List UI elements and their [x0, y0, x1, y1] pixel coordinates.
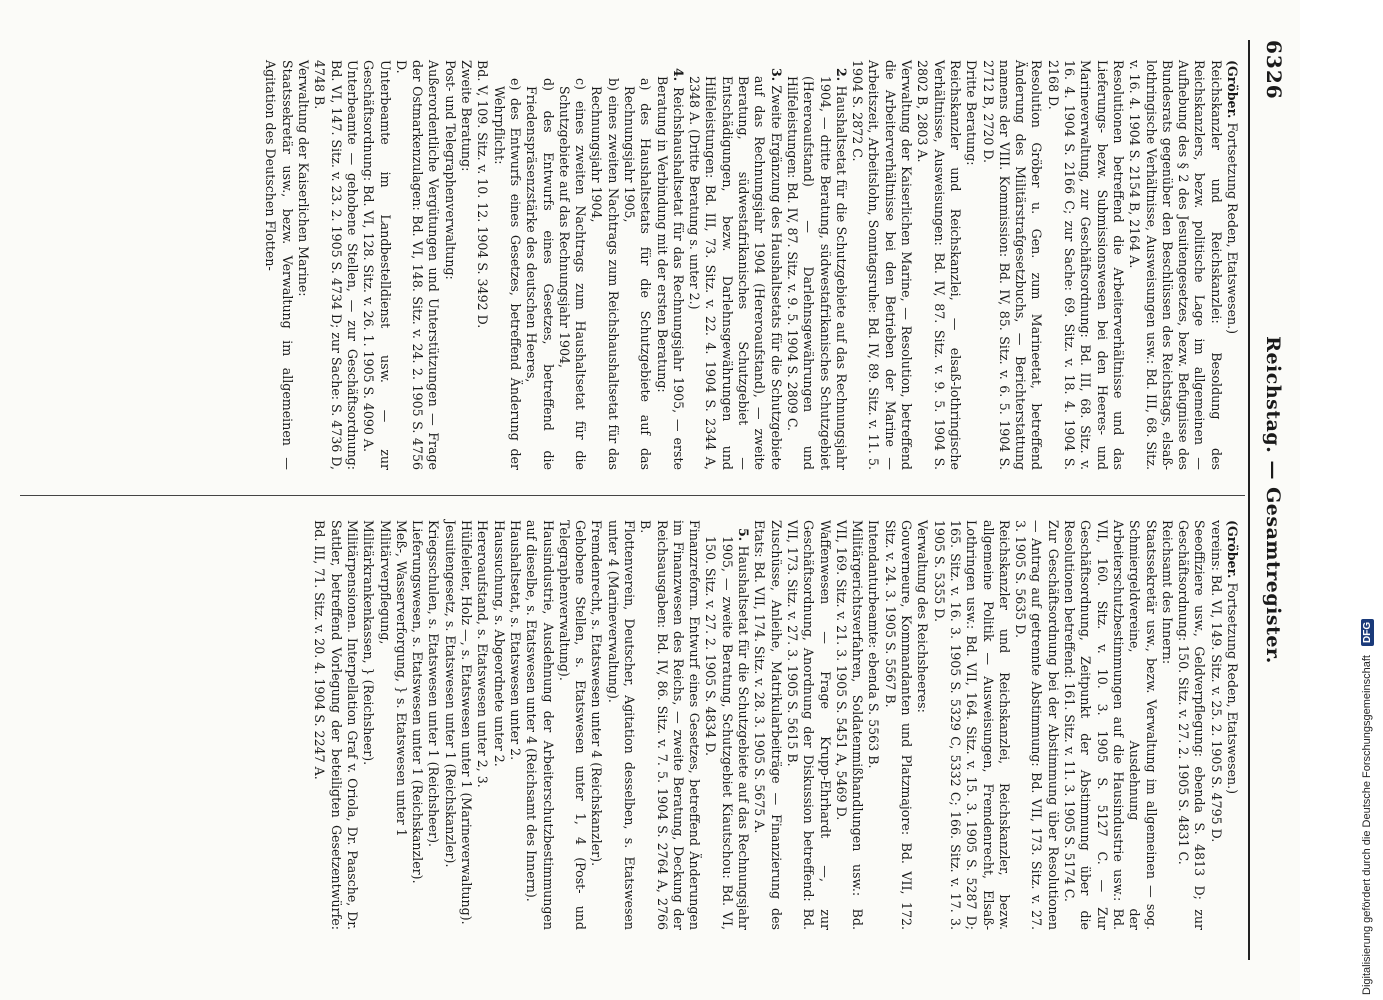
- entry-text: Gouverneure, Kommandanten und Platzmajore: Bd. VII, 172. Sitz. v. 24. 3. 1905 S. 5567 B.: [882, 520, 915, 930]
- entry-text: Intendanturbeamte: ebenda S. 5563 B.: [866, 520, 882, 769]
- index-entry: [262, 60, 295, 470]
- index-entry: [865, 520, 881, 930]
- entry-letter: e): [507, 78, 523, 91]
- entry-text: Reichskanzler und Reichskanzlei, Reichskanzler, bezw. allgemeine Politik — Ausweisungen, Fremdenrecht, Elsaß-Lothringen usw.: Bd. VII, 164. Sitz. v. 15. 3. 1905 S. 5287 D; 165. Sitz. v. 16. 3. 1905 S. 5329 C, 5332 C; 166. Sitz. v. 17. 3. 1905 S. 5355 D.: [931, 520, 1012, 930]
- index-entry: [490, 520, 506, 930]
- index-entry: [507, 520, 523, 930]
- entry-text: Dritte Beratung:: [964, 60, 980, 166]
- entry-text: Resolution Gröber u. Gen. zum Marineetat, betreffend Änderung des Militärstrafgesetzbuchs, — Berichterstattung namens der VIII. Kommission: Bd. IV, 85. Sitz. v. 6. 5. 1904 S. 2712 B, 2720 D.: [980, 60, 1045, 470]
- index-entry: [833, 520, 866, 930]
- page-header: [1254, 40, 1290, 960]
- index-entry: [441, 520, 457, 930]
- entry-text: vereins: Bd. VI, 149. Sitz. v. 25. 2. 1905 S. 4795 D.: [1208, 520, 1224, 843]
- entry-number: 5.: [736, 528, 752, 542]
- running-title: Reichstag. — Gesamtregister.: [1262, 336, 1284, 664]
- speaker-heading: (Gröber.: [1225, 60, 1240, 119]
- entry-text: Fremdenrecht, s. Etatswesen unter 4 (Reichskanzler).: [589, 520, 605, 867]
- index-entry: [637, 520, 702, 930]
- entry-text: Fortsetzung Reden, Etatswesen.): [1225, 118, 1240, 335]
- index-entry: [1061, 520, 1159, 930]
- entry-text: Meß-, Wasserverforgung, } s. Etatswesen unter 1: [393, 520, 409, 837]
- index-entry: [376, 520, 392, 930]
- index-entry: [490, 60, 523, 470]
- index-entry: [1044, 60, 1125, 470]
- index-entry: [849, 60, 914, 470]
- entry-text: Haushaltsetat für die Schutzgebiete auf das Rechnungsjahr 1904, — dritte Beratung, südwestafrikanisches Schutzgebiet (Hereroaufstand) — Darlehnsgewährungen und Hilfeleistungen: Bd. IV, 87. Sitz. v. 9. 5. 1904 S. 2809 C.: [784, 76, 849, 470]
- entry-text: Verwaltung der Kaiserlichen Marine, — Resolution, betreffend die Arbeiterverhältnisse bei den Betrieben der Marine — Arbeitszeit, Arbeitslohn, Sonntagsruhe: Bd. IV, 89. Sitz. v. 11. 5. 1904 S. 2872 C.: [850, 60, 915, 470]
- index-entry: [979, 60, 1044, 470]
- entry-text: Unterbeamte — gehobene Stellen, — zur Geschäftsordnung: Bd. VI, 147. Sitz. v. 23. 2. 1905 S. 4734 D; zur Sache: S. 4736 D, 4748 B.: [312, 60, 360, 470]
- index-entry: [474, 520, 490, 930]
- entry-text: Reichskanzler und Reichskanzlei: Besoldung des Reichskanzlers, bezw. politische Lage im allgemeinen — Aufhebung des § 2 des Jesuitengesetzes, bezw. Befugnisse des Bundesrats gegenüber den Beschlüssen des Reichstags, elsaß-lothringische Verhältnisse, Ausweisungen usw.: Bd. III, 68. Sitz. v. 16. 4. 1904 S. 2154 B, 2164 A.: [1127, 60, 1224, 470]
- entry-text: Verwaltung des Reichsheeres:: [915, 520, 931, 713]
- index-entry: [784, 520, 833, 930]
- entry-letter: d): [540, 78, 556, 91]
- index-entry: [409, 520, 425, 930]
- index-entry: [523, 520, 556, 930]
- index-entry: [458, 60, 474, 470]
- entry-text: Fortsetzung Reden, Etatswesen.): [1225, 578, 1240, 795]
- index-entry: [588, 520, 604, 930]
- index-entry: [914, 60, 963, 470]
- entry-text: Außerordentliche Vergütungen und Unterstützungen — Frage der Ostmarkenzulagen: Bd. VI, 148. Sitz. v. 24. 2. 1905 S. 4756 D.: [393, 60, 442, 470]
- index-entry: [393, 60, 442, 470]
- index-entry: [1126, 60, 1224, 470]
- index-entry: [686, 60, 784, 470]
- entry-text: Zuschüsse, Anleihe, Matrikularbeiträge — Finanzierung des Etats: Bd. VII, 174. Sitz. v. 28. 3. 1905 S. 5675 A.: [752, 520, 784, 930]
- entry-text: Seeoffiziere usw., Geldverpflegung: ebenda S. 4813 D; zur Geschäftsordnung: 150. Sitz. v. 27. 2. 1905 S. 4831 C.: [1176, 520, 1208, 930]
- entry-text: Bd. V, 109. Sitz. v. 10. 12. 1904 S. 3492 D.: [475, 60, 491, 329]
- index-entry: [1224, 60, 1240, 470]
- index-entry: [963, 60, 979, 470]
- entry-text: Lieferungswesen, s. Etatswesen unter 1 (Reichskanzler).: [410, 520, 426, 884]
- entry-text: Haushaltsetat, s. Etatswesen unter 2.: [507, 520, 523, 761]
- index-entry: [556, 520, 589, 930]
- entry-text: Hausindustrie, Ausdehnung der Arbeiterschutzbestimmungen auf dieselbe, s. Etatswesen unter 4 (Reichsamt des Innern).: [524, 520, 556, 930]
- entry-text: Zweite Beratung:: [459, 60, 475, 172]
- index-entry: [751, 520, 784, 930]
- page-number: 6326: [1262, 40, 1286, 100]
- index-entry: [784, 60, 849, 470]
- entry-text: Jesuitengesetz, s. Etatswesen unter 1 (Reichskanzler).: [442, 520, 458, 868]
- entry-text: Resolutionen betreffend die Arbeiterverhältnisse und das Lieferungs- bezw. Submissionswesen bei den Heeres- und Marineverwaltung, zur Geschäftsordnung: Bd. III, 68. Sitz. v. 16. 4. 1904 S. 2166 C; zur Sache: 69. Sitz. v. 18. 4. 1904 S. 2168 D.: [1045, 60, 1126, 470]
- index-entry: [653, 60, 686, 470]
- entry-text: Staatssekretär usw., bezw. Verwaltung im allgemeinen — sog. Schmiergeldvereine, Ausdehnung der Arbeiterschutzbestimmungen auf die Hausindustrie usw.: Bd. VII, 160. Sitz. v. 10. 3. 1905 S. 5127 C. — Zur Geschäftsordnung, Zeitpunkt der Abstimmung über die Resolutionen betreffend: 161. Sitz. v. 11. 3. 1905 S. 5174 C.: [1062, 520, 1159, 930]
- right-column: [311, 520, 1240, 930]
- entry-text: Haussuchung, s. Abgeordnete unter 2.: [491, 520, 507, 767]
- entry-text: Hereroaufstand, s. Etatswesen unter 2, 3.: [475, 520, 491, 788]
- entry-text: Finanzreform. Entwurf eines Gesetzes, betreffend Änderungen im Finanzwesen des Reichs, — zweite Beratung, Deckung der Reichsausgaben: Bd. IV, 86. Sitz. v. 7. 5. 1904 S. 2764 A, 2766 B.: [638, 520, 703, 930]
- index-entry: [295, 60, 311, 470]
- entry-text: Kriegsschulen, s. Etatswesen unter 1 (Reichsheer).: [426, 520, 442, 848]
- entry-text: eines zweiten Nachtrags zum Haushaltsetat für die Schutzgebiete auf das Rechnungsjahr 1904,: [556, 86, 589, 470]
- entry-text: Militärpensionen. Interpellation Graf v. Oriola, Dr. Paasche, Dr. Sattler, betreffend Vorlegung der beteiligten Gesetzentwürfe: Bd. III, 71. Sitz. v. 20. 4. 1904 S. 2247 A.: [312, 520, 360, 930]
- index-entry: [360, 60, 393, 470]
- index-entry: [311, 60, 360, 470]
- index-entry: [393, 520, 409, 930]
- entry-text: Waffenwesen — Frage Krupp-Ehrhardt —, zur Geschäftsordnung, Anordnung der Diskussion betreffend: Bd. VII, 173. Sitz. v. 27. 3. 1905 S. 5615 B.: [784, 520, 833, 930]
- index-entry: [1012, 520, 1061, 930]
- index-entry: [556, 60, 589, 470]
- index-entry: [311, 520, 360, 930]
- index-entry: [1175, 520, 1208, 930]
- entry-text: des Entwurfs eines Gesetzes, betreffend die Friedenspräsenzstärke des deutschen Heeres,: [524, 86, 556, 470]
- entry-text: Zur Geschäftsordnung bei der Abstimmung über Resolutionen — Antrag auf getrennte Abstimmung: Bd. VII, 173. Sitz. v. 27. 3. 1905 S. 5635 D.: [1013, 520, 1061, 930]
- entry-text: Gehobene Stellen, s. Etatswesen unter 1, 4 (Post- und Telegraphenverwaltung).: [556, 520, 589, 930]
- entry-text: Hülfeleiter, Holz —, s. Etatswesen unter 1 (Marineverwaltung).: [459, 520, 475, 925]
- entry-number: 4.: [670, 68, 686, 82]
- index-entry: [1207, 520, 1223, 930]
- column-divider: [20, 495, 1245, 496]
- index-entry: [1224, 520, 1240, 930]
- entry-text: Verwaltung der Kaiserlichen Marine:: [296, 60, 312, 297]
- entry-text: Militärgerichtsverfahren, Soldatenmißhandlungen usw.: Bd. VII, 169. Sitz. v. 21. 3. 1905 S. 5451 A, 5469 D.: [833, 520, 866, 930]
- index-entry: [702, 520, 751, 930]
- entry-text: Unterbeamte im Landbestelldienst usw. — zur Geschäftsordnung: Bd. VI, 128. Sitz. v. 26. 1. 1905 S. 4090 A.: [361, 60, 393, 470]
- index-entry: [458, 520, 474, 930]
- index-entry: [604, 520, 637, 930]
- index-entry: [1159, 520, 1175, 930]
- index-entry: [441, 60, 457, 470]
- entry-letter: a): [638, 78, 654, 91]
- index-entry: [930, 520, 1011, 930]
- entry-text: Post- und Telegraphenverwaltung:: [442, 60, 458, 280]
- index-entry: [621, 60, 654, 470]
- entry-text: Reichskanzler und Reichskanzlei, — elsaß-lothringische Verhältnisse, Ausweisungen: Bd. IV, 87. Sitz. v. 9. 5. 1904 S. 2802 B, 2803 A.: [915, 60, 963, 470]
- entry-letter: b): [605, 78, 621, 91]
- entry-letter: c): [573, 78, 589, 90]
- index-entry: [588, 60, 621, 470]
- entry-text: Staatssekretär usw., bezw. Verwaltung im allgemeinen — Agitation des Deutschen Flotten-: [263, 60, 295, 470]
- index-entry: [360, 520, 376, 930]
- entry-text: des Entwurfs eines Gesetzes, betreffend Änderung der Wehrpflicht:: [491, 86, 523, 470]
- entry-number: 2.: [833, 68, 849, 82]
- index-entry: [914, 520, 930, 930]
- entry-number: 3.: [768, 68, 784, 82]
- entry-text: Militärkrankenkassen, } (Reichsheer).: [361, 520, 377, 766]
- entry-text: Reichsamt des Innern:: [1159, 520, 1175, 665]
- speaker-heading: (Gröber.: [1225, 520, 1240, 579]
- dfg-logo: DFG: [1361, 619, 1374, 646]
- index-entry: [474, 60, 490, 470]
- left-column: [262, 60, 1240, 470]
- index-entry: [523, 60, 556, 470]
- header-rule: [1248, 40, 1250, 960]
- digitization-credit: [1359, 20, 1379, 995]
- credit-text: Digitalisierung gefördert durch die Deutsche Forschungsgemeinschaft: [1361, 655, 1373, 995]
- entry-text: eines zweiten Nachtrags zum Reichshaushaltsetat für das Rechnungsjahr 1904,: [589, 86, 621, 470]
- index-entry: [425, 520, 441, 930]
- entry-text: Zweite Ergänzung des Haushaltsetats für die Schutzgebiete auf das Rechnungsjahr 1904 (Hereroaufstand), — zweite Beratung, südwestafrikanisches Schutzgebiet — Entschädigungen, bezw. Darlehnsgewährungen und Hilfeleistungen: Bd. III, 73. Sitz. v. 22. 4. 1904 S. 2344 A, 2348 A. (Dritte Beratung s. unter 2.): [687, 76, 784, 470]
- entry-text: Militärverpflegung,: [377, 520, 393, 645]
- entry-text: Flottenverein, Deutscher, Agitation desselben, s. Etatswesen unter 4 (Marineverwaltung).: [605, 520, 638, 930]
- entry-text: Haushaltsetat für die Schutzgebiete auf das Rechnungsjahr 1905, — zweite Beratung, Schutzgebiet Kiautschou: Bd. VI, 150. Sitz. v. 27. 2. 1905 S. 4834 D.: [703, 536, 752, 930]
- index-entry: [881, 520, 914, 930]
- entry-text: Reichshaushaltsetat für das Rechnungsjahr 1905, — erste Beratung in Verbindung mit der ersten Beratung:: [654, 76, 686, 470]
- entry-text: des Haushaltsetats für die Schutzgebiete auf das Rechnungsjahr 1905,: [622, 86, 654, 470]
